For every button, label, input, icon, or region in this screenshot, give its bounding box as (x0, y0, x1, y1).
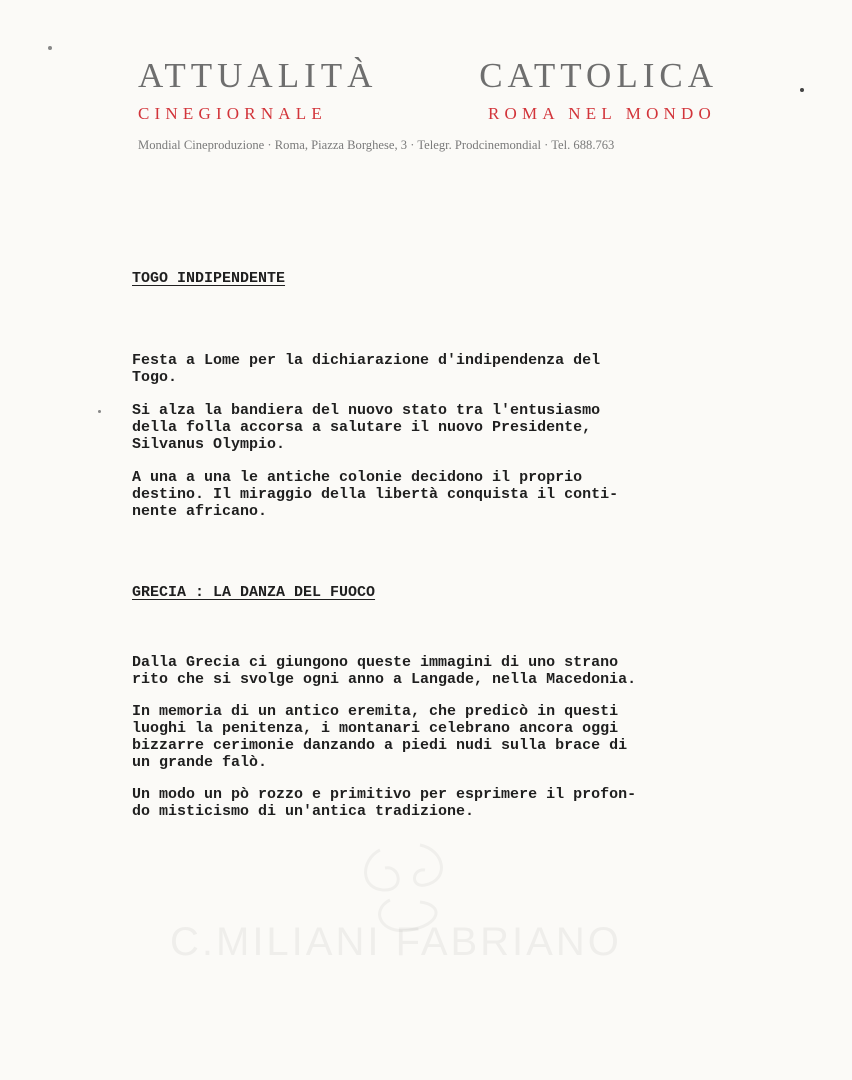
watermark-text: C.MILIANI FABRIANO (170, 920, 622, 964)
paragraph-grecia-3: Un modo un pò rozzo e primitivo per esprimere il profon- do misticismo di un'antica tradizione. (132, 786, 637, 820)
letterhead-title-left: ATTUALITÀ (138, 56, 378, 95)
letterhead-subtitle (138, 104, 716, 124)
letterhead-subtitle-right: ROMA NEL MONDO (487, 104, 716, 123)
paragraph-togo-1: Festa a Lome per la dichiarazione d'indipendenza del Togo. (132, 352, 601, 386)
letterhead-title-right: CATTOLICA (479, 56, 718, 95)
paragraph-togo-3: A una a una le antiche colonie decidono il proprio destino. Il miraggio della libertà conquista il conti- nente africano. (132, 469, 619, 520)
paper-speck (48, 46, 52, 50)
section-heading-grecia: GRECIA : LA DANZA DEL FUOCO (132, 584, 376, 601)
paper-speck (800, 88, 804, 92)
paper-speck (98, 410, 101, 413)
paragraph-grecia-1: Dalla Grecia ci giungono queste immagini di uno strano rito che si svolge ogni anno a Langade, nella Macedonia. (132, 654, 637, 688)
paragraph-togo-2: Si alza la bandiera del nuovo stato tra l'entusiasmo della folla accorsa a salutare il nuovo Presidente, Silvanus Olympio. (132, 402, 601, 453)
letterhead-address: Mondial Cineproduzione · Roma, Piazza Borghese, 3 · Telegr. Prodcinemondial · Tel. 688.763 (138, 138, 615, 152)
section-heading-togo: TOGO INDIPENDENTE (132, 270, 286, 287)
letterhead-subtitle-left: CINEGIORNALE (138, 104, 327, 123)
letterhead-title (138, 56, 718, 96)
paragraph-grecia-2: In memoria di un antico eremita, che predicò in questi luoghi la penitenza, i montanari celebrano ancora oggi bizzarre cerimonie danzando a piedi nudi sulla brace di un grande falò. (132, 703, 628, 771)
